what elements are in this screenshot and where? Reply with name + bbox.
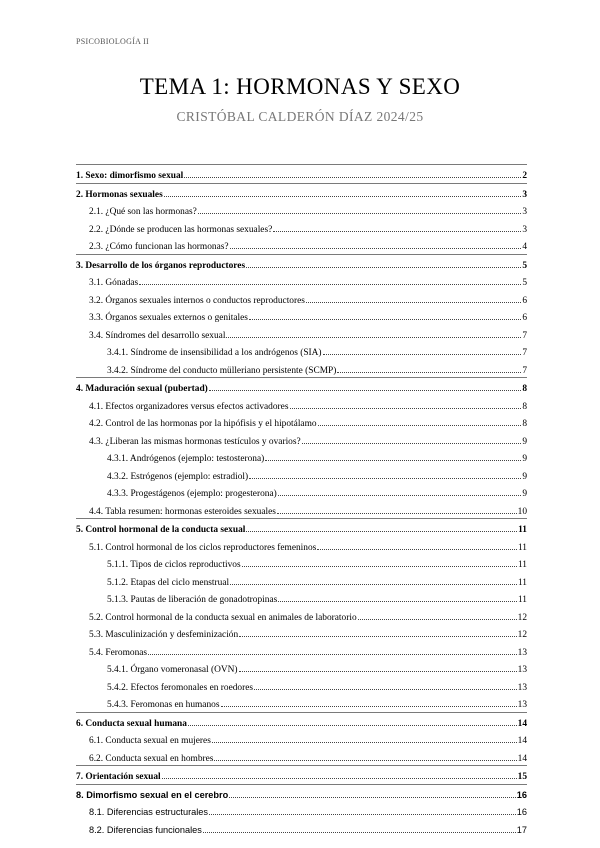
toc-entry-level-3[interactable]	[76, 572, 527, 590]
toc-entry-number: 5.3.	[89, 630, 104, 640]
toc-page-number: 17	[516, 824, 527, 835]
toc-entry-title: ¿Liberan las mismas hormonas testículos y ovarios?	[105, 436, 301, 447]
toc-entry-number: 2.3.	[89, 242, 104, 252]
toc-entry-number: 5.	[76, 525, 84, 535]
toc-page-number: 8	[522, 384, 527, 394]
toc-entry-title: ¿Dónde se producen las hormonas sexuales?	[105, 224, 273, 235]
toc-page-number: 13	[517, 665, 527, 675]
toc-entry-level-3[interactable]	[76, 554, 527, 572]
toc-entry-level-1[interactable]	[76, 784, 527, 803]
toc-entry-number: 2.1.	[89, 207, 104, 217]
toc-page-number: 16	[516, 807, 527, 817]
toc-dot-leader	[318, 413, 522, 426]
toc-entry-title: Conducta sexual en hombres	[105, 753, 214, 764]
toc-dot-leader	[226, 325, 521, 338]
toc-dot-leader	[249, 307, 521, 320]
toc-page-number: 3	[522, 207, 527, 217]
toc-entry-level-2[interactable]	[76, 219, 527, 237]
toc-page-number: 9	[522, 489, 527, 499]
toc-entry-level-1[interactable]	[76, 377, 527, 396]
toc-page-number: 14	[517, 736, 527, 746]
toc-entry-number: 5.4.3.	[107, 700, 129, 710]
toc-dot-leader	[230, 236, 522, 249]
toc-entry-number: 5.1.	[89, 542, 104, 553]
toc-page-number: 12	[517, 612, 527, 623]
toc-entry-number: 8.2.	[89, 824, 105, 835]
toc-entry-number: 3.4.2.	[107, 365, 129, 376]
toc-entry-title: Diferencias funcionales	[106, 824, 202, 835]
toc-entry-title: Síndrome del conducto mülleriano persistente (SCMP)	[130, 365, 337, 376]
toc-page-number: 8	[522, 419, 527, 429]
toc-entry-number: 4.4.	[89, 506, 104, 517]
toc-dot-leader	[239, 624, 516, 637]
toc-page-number: 6	[522, 295, 527, 306]
toc-page-number: 16	[516, 789, 527, 800]
toc-page-number: 11	[517, 542, 527, 553]
toc-entry-number: 7.	[76, 772, 84, 782]
toc-entry-number: 3.4.	[89, 330, 104, 341]
toc-page-number: 11	[517, 560, 527, 570]
toc-entry-number: 8.1.	[89, 807, 105, 817]
toc-page-number: 6	[522, 313, 527, 323]
toc-page-number: 11	[518, 525, 527, 535]
toc-entry-number: 5.1.3.	[107, 595, 129, 605]
toc-entry-title: Gónadas	[105, 278, 139, 288]
toc-entry-level-1[interactable]	[76, 518, 527, 537]
toc-entry-title: Efectos feromonales en roedores	[130, 682, 254, 693]
toc-entry-level-2[interactable]	[76, 802, 527, 820]
toc-page-number: 15	[517, 772, 527, 782]
toc-entry-level-1[interactable]	[76, 183, 527, 202]
toc-dot-leader	[246, 519, 517, 532]
toc-entry-level-2[interactable]	[76, 307, 527, 325]
toc-entry-number: 5.1.1.	[107, 560, 129, 570]
toc-entry-number: 3.3.	[89, 313, 104, 323]
toc-entry-level-3[interactable]	[76, 659, 527, 677]
toc-entry-number: 8.	[76, 789, 84, 800]
toc-entry-level-3[interactable]	[76, 677, 527, 695]
toc-entry-title: Síndromes del desarrollo sexual	[105, 330, 226, 341]
toc-page-number: 7	[522, 330, 527, 341]
toc-entry-number: 6.2.	[89, 753, 104, 764]
toc-page-number: 13	[517, 700, 527, 710]
toc-dot-leader	[239, 659, 517, 672]
toc-entry-title: Desarrollo de los órganos reproductores	[85, 260, 246, 271]
toc-entry-title: Dimorfismo sexual en el cerebro	[86, 789, 229, 800]
toc-entry-level-3[interactable]	[76, 483, 527, 501]
toc-dot-leader	[188, 713, 517, 726]
toc-dot-leader	[317, 537, 517, 550]
toc-page-number: 14	[517, 753, 527, 764]
toc-dot-leader	[221, 694, 517, 707]
toc-entry-level-2[interactable]	[76, 325, 527, 343]
toc-entry-level-2[interactable]	[76, 642, 527, 660]
toc-entry-title: Feromonas en humanos	[130, 700, 220, 710]
toc-dot-leader	[290, 396, 522, 409]
toc-entry-number: 3.1.	[89, 278, 104, 288]
toc-dot-leader	[162, 766, 517, 779]
toc-entry-title: Conducta sexual humana	[85, 718, 187, 729]
toc-entry-title: Tipos de ciclos reproductivos	[130, 560, 241, 570]
toc-entry-number: 5.4.2.	[107, 682, 129, 693]
toc-entry-title: Hormonas sexuales	[85, 189, 163, 200]
toc-entry-level-3[interactable]	[76, 342, 527, 360]
toc-entry-level-2[interactable]	[76, 624, 527, 642]
toc-entry-title: Síndrome de insensibilidad a los andrógenos (SIA)	[130, 348, 322, 358]
toc-entry-title: Orientación sexual	[85, 772, 161, 782]
toc-entry-number: 4.3.1.	[107, 454, 129, 464]
toc-entry-title: Órganos sexuales internos o conductos reproductores	[105, 295, 305, 306]
toc-page-number: 3	[522, 189, 527, 200]
toc-entry-title: Control hormonal de la conducta sexual en animales de laboratorio	[105, 612, 357, 623]
toc-entry-number: 5.1.2.	[107, 577, 129, 588]
toc-entry-title: Sexo: dimorfismo sexual	[85, 171, 184, 181]
toc-entry-level-3[interactable]	[76, 360, 527, 378]
running-header: PSICOBIOLOGÍA II	[76, 37, 150, 46]
toc-page-number: 14	[517, 718, 527, 729]
toc-entry-title: Diferencias estructurales	[106, 807, 208, 817]
toc-dot-leader	[306, 290, 521, 303]
toc-page-number: 9	[522, 436, 527, 447]
toc-entry-title: Progestágenos (ejemplo: progesterona)	[130, 489, 277, 499]
toc-entry-number: 3.4.1.	[107, 348, 129, 358]
toc-entry-level-1[interactable]	[76, 765, 527, 784]
toc-entry-title: Conducta sexual en mujeres	[105, 736, 211, 746]
toc-entry-level-2[interactable]	[76, 290, 527, 308]
toc-dot-leader	[249, 466, 521, 479]
toc-entry-title: Control hormonal de la conducta sexual	[85, 525, 246, 535]
toc-entry-title: Andrógenos (ejemplo: testosterona)	[129, 454, 265, 464]
toc-entry-level-2[interactable]	[76, 730, 527, 748]
toc-dot-leader	[229, 785, 516, 798]
toc-dot-leader	[273, 219, 521, 232]
toc-entry-level-2[interactable]	[76, 413, 527, 431]
toc-entry-level-2[interactable]	[76, 501, 527, 519]
toc-entry-level-1[interactable]	[76, 165, 527, 183]
toc-entry-title: Control hormonal de los ciclos reproductores femeninos	[105, 542, 317, 553]
document-subtitle: CRISTÓBAL CALDERÓN DÍAZ 2024/25	[176, 109, 424, 124]
toc-entry-number: 4.3.	[89, 436, 104, 447]
toc-entry-level-2[interactable]	[76, 431, 527, 449]
toc-dot-leader	[203, 820, 516, 833]
toc-dot-leader	[277, 501, 517, 514]
toc-entry-number: 5.2.	[89, 612, 104, 623]
toc-entry-title: Tabla resumen: hormonas esteroides sexuales	[105, 506, 276, 517]
toc-page-number: 11	[517, 595, 527, 605]
toc-entry-number: 5.4.	[89, 647, 104, 658]
toc-dot-leader	[214, 748, 516, 761]
toc-dot-leader	[164, 184, 522, 197]
toc-dot-leader	[246, 255, 521, 268]
toc-page-number: 13	[517, 647, 527, 658]
toc-entry-level-2[interactable]	[76, 272, 527, 290]
toc-dot-leader	[230, 572, 517, 585]
toc-page-number: 2	[522, 171, 527, 181]
toc-dot-leader	[184, 165, 521, 178]
toc-entry-number: 1.	[76, 171, 84, 181]
toc-entry-number: 4.	[76, 384, 84, 394]
toc-entry-number: 5.4.1.	[107, 665, 129, 675]
toc-page-number: 7	[522, 365, 527, 376]
toc-entry-title: Control de las hormonas por la hipófisis y el hipotálamo	[105, 419, 317, 429]
toc-page-number: 9	[522, 471, 527, 482]
toc-entry-level-2[interactable]	[76, 396, 527, 414]
toc-entry-level-2[interactable]	[76, 537, 527, 555]
toc-dot-leader	[323, 342, 522, 355]
toc-entry-number: 3.2.	[89, 295, 104, 306]
toc-dot-leader	[265, 448, 521, 461]
toc-dot-leader	[139, 272, 521, 285]
toc-entry-title: Maduración sexual (pubertad)	[85, 384, 208, 394]
toc-page-number: 3	[522, 224, 527, 235]
toc-dot-leader	[148, 642, 517, 655]
toc-dot-leader	[198, 201, 522, 214]
toc-entry-level-2[interactable]	[76, 748, 527, 766]
toc-entry-number: 2.2.	[89, 224, 104, 235]
toc-entry-number: 2.	[76, 189, 84, 200]
toc-entry-level-1[interactable]	[76, 712, 527, 731]
toc-entry-level-2[interactable]	[76, 201, 527, 219]
document-title: TEMA 1: HORMONAS Y SEXO	[139, 74, 461, 99]
toc-page-number: 10	[517, 506, 527, 517]
toc-dot-leader	[254, 677, 517, 690]
toc-dot-leader	[242, 554, 517, 567]
toc-page-number: 11	[517, 577, 527, 588]
toc-entry-title: Pautas de liberación de gonadotropinas	[130, 595, 278, 605]
toc-entry-number: 4.3.2.	[107, 471, 129, 482]
toc-page-number: 5	[522, 260, 527, 271]
toc-entry-title: Masculinización y desfeminización	[105, 630, 239, 640]
toc-dot-leader	[302, 431, 522, 444]
toc-entry-title: ¿Qué son las hormonas?	[105, 207, 197, 217]
toc-dot-leader	[358, 607, 517, 620]
toc-dot-leader	[337, 360, 521, 373]
toc-entry-title: Feromonas	[105, 647, 148, 658]
toc-entry-level-3[interactable]	[76, 589, 527, 607]
table-of-contents	[76, 164, 527, 837]
toc-entry-level-1[interactable]	[76, 254, 527, 273]
toc-entry-number: 6.	[76, 718, 84, 729]
toc-entry-title: ¿Cómo funcionan las hormonas?	[105, 242, 229, 252]
toc-entry-title: Órganos sexuales externos o genitales	[105, 313, 248, 323]
toc-entry-title: Órgano vomeronasal (OVN)	[130, 665, 238, 675]
toc-page-number: 12	[517, 630, 527, 640]
toc-page-number: 5	[522, 278, 527, 288]
toc-entry-number: 6.1.	[89, 736, 104, 746]
toc-dot-leader	[209, 378, 522, 391]
toc-dot-leader	[278, 589, 517, 602]
toc-entry-number: 4.2.	[89, 419, 104, 429]
toc-entry-level-3[interactable]	[76, 694, 527, 712]
toc-entry-label	[89, 822, 202, 840]
toc-dot-leader	[278, 483, 522, 496]
toc-page-number: 4	[522, 242, 527, 252]
toc-entry-number: 3.	[76, 260, 84, 271]
toc-entry-number: 4.1.	[89, 401, 104, 412]
toc-page-number: 13	[517, 682, 527, 693]
toc-entry-level-2[interactable]	[76, 607, 527, 625]
toc-entry-title: Estrógenos (ejemplo: estradiol)	[130, 471, 249, 482]
toc-entry-level-2[interactable]	[76, 820, 527, 838]
toc-entry-level-3[interactable]	[76, 466, 527, 484]
toc-dot-leader	[212, 730, 517, 743]
toc-page-number: 8	[522, 401, 527, 412]
toc-entry-level-2[interactable]	[76, 236, 527, 254]
toc-entry-title: Efectos organizadores versus efectos activadores	[105, 401, 289, 412]
toc-page-number: 7	[522, 348, 527, 358]
toc-page-number: 9	[522, 454, 527, 464]
toc-entry-number: 4.3.3.	[107, 489, 129, 499]
toc-entry-title: Etapas del ciclo menstrual	[130, 577, 230, 588]
toc-entry-level-3[interactable]	[76, 448, 527, 466]
toc-dot-leader	[209, 802, 516, 815]
